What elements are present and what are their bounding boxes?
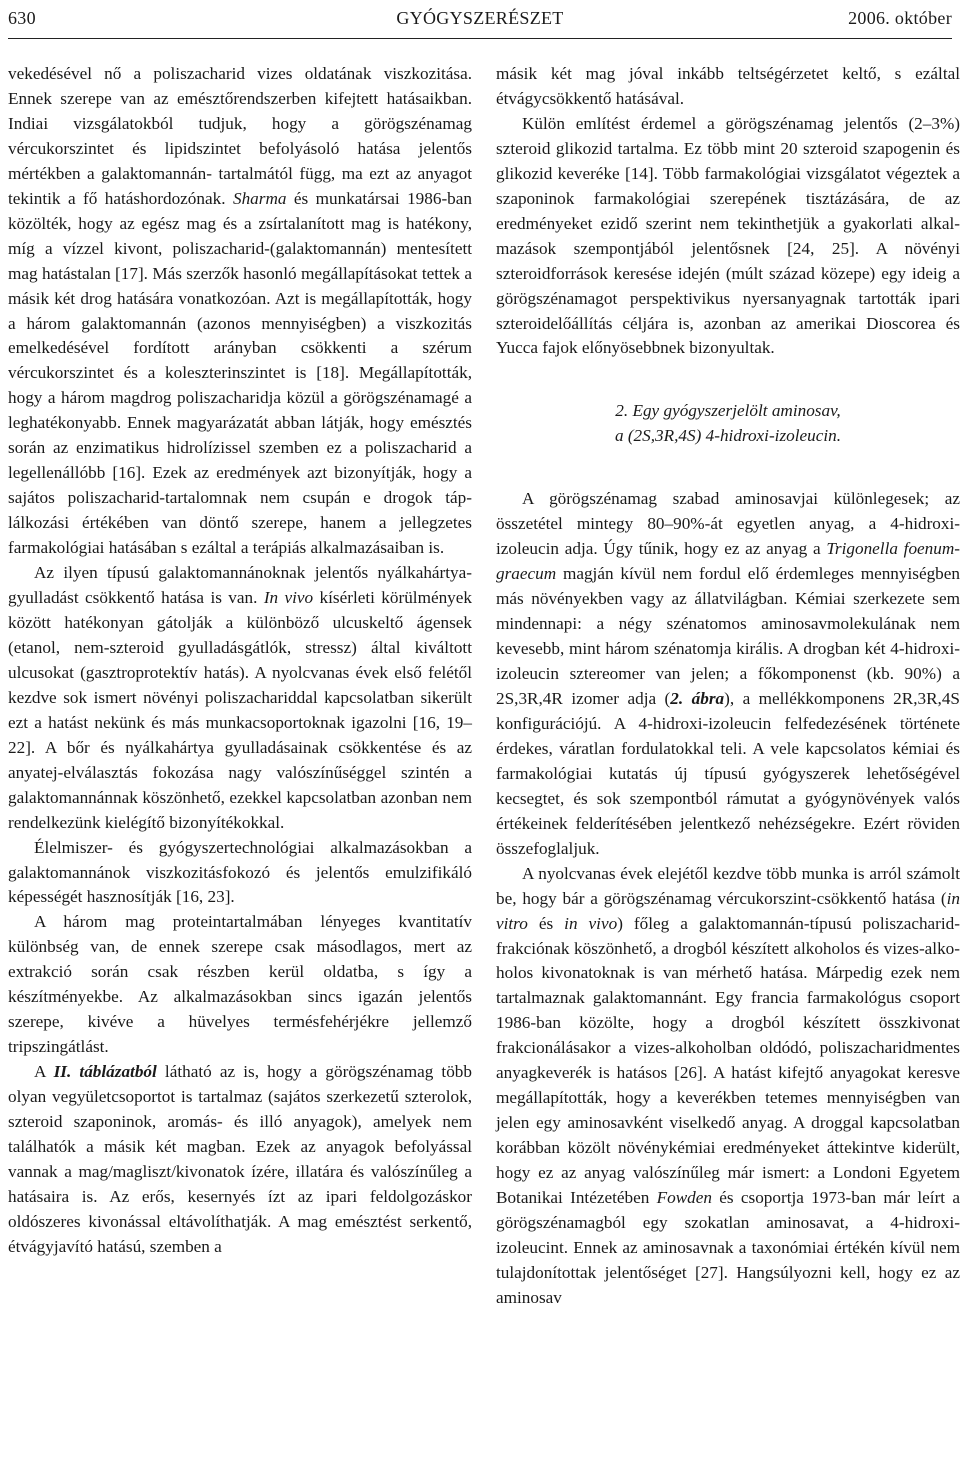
species-name: Trigonella foenum-graecum [496, 539, 960, 584]
issue-date: 2006. október [848, 7, 952, 28]
paragraph-discovery-history: A nyolcvanas évek elejétől kezdve több munka is arról számolt be, hogy bár a görögszénamag vércukorszint-csökkentő hatása (in vitro és in vivo) főleg a galaktomannán-típusú poliszacharid-frakciónak köszönhető, a drogból készített alkoholos és vizes-alkoholos kivonatoknak is van mérhető hatása. Márpedig ezek nem tartalmaznak galaktomannánt. Egy francia farmakológus csoport 1986-ban közölte, hogy a drogból készített összkivonat frakcionálásakor a vizes-alkoholban oldódó, poliszacharidmentes anyagkeverék is hatásos [26]. A hatást kifejtő anyagokat keresve megállapították, hogy a keverékben tetemes mennyiségben van jelen egy aminosavként viselkedő anyag. A droggal kapcsolatban korábban közölt növénykémiai eredményeket áttekintve kiderült, hogy ez az anyag valószínűleg már ismert: a Londoni Egyetem Botanikai Intézetében Fowden és csoportja 1973-ban már leírt a görögszénamagból egy szokatlan aminosavat, a 4-hidroxi-izoleucint. Ennek az aminosavnak a taxonómiai értékén kívül nem tulajdonítottak jelentőséget [27]. Hangsúlyozni kell, hogy ez az aminosav [496, 863, 960, 1307]
term-in-vivo: in vivo [564, 913, 618, 933]
section-heading-line-1: 2. Egy gyógyszerjelölt aminosav, [615, 401, 841, 421]
left-column [8, 62, 472, 1260]
term-in-vitro: in vitro [496, 888, 960, 933]
journal-title: GYÓGYSZERÉSZET [396, 7, 564, 28]
right-column [496, 62, 960, 1311]
paragraph-table-reference: A II. táblázatból látható az is, hogy a görögszénamag több olyan vegyületcsoportot is tartalmaz (sajátos szerkezetű szterolok, szteroid szaponinok, aromás- és illó anyagok), amelyek nem találhatók a másik két magban. Ezek az anyagok befolyással vannak a mag/magliszt/kivonatok ízére, illatára és valószínűleg a hatásaira is. Az erős, kesernyés ízt az ipari feldolgozáskor oldószeres kivonással eltávolíthatják. A mag emésztést serkentő, étvágyjavító hatású, szemben a [8, 1062, 472, 1256]
section-heading [496, 399, 960, 449]
paragraph-food-technology: Élelmiszer- és gyógyszertechnológiai alkalmazásokban a galaktomannánok viszkozitásfokozó és jelentős emulzifikáló képességét hasznosítják [16, 23]. [8, 837, 472, 907]
paragraph-amino-acid: A görögszénamag szabad aminosavjai különlegesek; az összetétel mintegy 80–90%-át egyetlen anyag, a 4-hidroxi-izoleucin adja. Úgy tűnik, hogy ez az anyag a Trigonella foenum-graecum magján kívül nem fordul elő érdemleges mennyiségben más növényekben vagy az állatvilágban. Kémiai szerkezete sem mindennapi: a négy szénatomos aminosavmolekulának nem kevesebb, mint három szénatomja királis. A drogban két 4-hidroxi-izoleucin sztereomer van jelen; a főkomponenst (kb. 90%) a 2S,3R,4R izomer adja (2. ábra), a mellékkomponens 2R,3R,4S konfigurációjú. A 4-hidroxi-izoleucin felfedezésének története érdekes, váratlan fordulatokkal teli. A vele kapcsolatos kémiai és farmakológiai kutatás új típusú gyógyszerek lehetőségével kecsegtet, és sok szempontból rámutat a gyógynövények valós értékeinek felderítésében jelentkező nehézségekre. Ezért röviden összefoglaljuk. [496, 489, 960, 858]
page-header [8, 0, 952, 36]
paragraph-appetite: másik két mag jóval inkább teltségérzetet keltő, s ezáltal étvágycsökkentő hatásával. [496, 64, 960, 108]
term-in-vivo: In vivo [263, 588, 314, 608]
header-rule [8, 38, 952, 39]
page-number: 630 [8, 7, 36, 28]
table-reference: II. táblázatból [53, 1062, 157, 1082]
paragraph-steroid-glycoside: Külön említést érdemel a görögszénamag jelentős (2–3%) szteroid glikozid tartalma. Ez több mint 20 szteroid szapogenin és glikozid keveréke [14]. Több farmakológiai vizsgálatot végeztek a szaponinok farmakológiai szerepének tisztázására, de az eredményeket ezidő szerint nem tekinthetjük a gyakorlati alkalmazások szempontjából jelentősnek [24, 25]. A növényi szteroidforrások keresése idején (múlt század közepe) egy ideig a görögszénamagot perspektivikus nyersanyagnak tartották ipari szteroidelőállítás céljára is, azonban az amerikai Dioscorea és Yucca fajok előnyösebbnek bizonyultak. [496, 113, 960, 358]
section-heading-line-2: a (2S,3R,4S) 4-hidroxi-izoleucin. [614, 426, 842, 446]
figure-reference: 2. ábra [670, 688, 725, 708]
paragraph-protein-content: A három mag proteintartalmában lényeges kvantitatív különbség van, de ennek szerepe csak másodlagos, mert az extrakció során csak részben kerül oldatba, s így a készítményekbe. Az alkalmazásokban sincs igazán jelentős szerepe, kivéve a hüvelyes termésfehérjékre jellemző tripszingátlást. [8, 912, 472, 1057]
paragraph-mucosal-effect: Az ilyen típusú galaktomannánoknak jelentős nyálkahártya-gyulladást csökkentő hatása is van. In vivo kísérleti körülmények között hatékonyan gátolják a különböző ulcuskeltő ágensek (etanol, nem-szteroid gyulladásgátlók, stressz) által kiváltott ulcusokat (gasztroprotektív hatás). A nyolcvanas évek első felétől kezdve sok ismert növényi poliszachariddal kapcsolatban sikerült ezt a hatást nekünk és más munkacsoportoknak igazolni [16, 19–22]. A bőr és nyálkahártya gyulladásainak csökkentése és az anyatej-elválasztás fokozása nagy valószínűséggel szintén a galaktomannánnak köszönhető, ezekkel kapcsolatban azonban nem rendelkezünk kielégítő bizonyítékokkal. [8, 563, 472, 832]
paragraph-polysaccharide-viscosity: vekedésével nő a poliszacharid vizes oldatának viszkozitása. Ennek szerepe van az emésztőrendszerben kifejtett hatásaikban. Indiai vizsgálatokból tudjuk, hogy a görögszénamag vércukorszintet és lipidszintet befolyásoló hatása jelentős mértékben a galaktomannán- tartalmától függ, ma ezt az anyagot tekintik a fő hatáshordozónak. Sharma és munkatársai 1986-ban közölték, hogy az egész mag és a zsírtalanított mag is hatékony, míg a vízzel kivont, poliszacharid-(galaktomannán) mentesített mag hatástalan [17]. Más szerzők hasonló megállapításokat tettek a másik két drog hatására vonatkozóan. Azt is megállapították, hogy a három galaktomannán (azonos mennyiségben) a viszkozitás emelkedésével fordított arányban csökkenti a szérum vércukorszintet és a koleszterinszintet is [18]. Megállapították, hogy a három magdrog poliszacharidja közül a görögszénamagé a leghatékonyabb. Ennek magyarázatát abban látják, hogy emésztés során az enzimatikus hidrolízissel szemben ez a poliszacharid a legellenállóbb [16]. Ezek az eredmények azt bizonyítják, hogy a sajátos poliszacharid-tartalomnak nem csupán e drogok táplálkozási értékében van döntő szerepe, hanem a jellegzetes farmakológiai hatásában s ezáltal a terápiás alkalmazásaiban is. [8, 64, 472, 558]
author-name-fowden: Fowden [656, 1188, 712, 1208]
author-name-sharma: Sharma [232, 188, 287, 208]
